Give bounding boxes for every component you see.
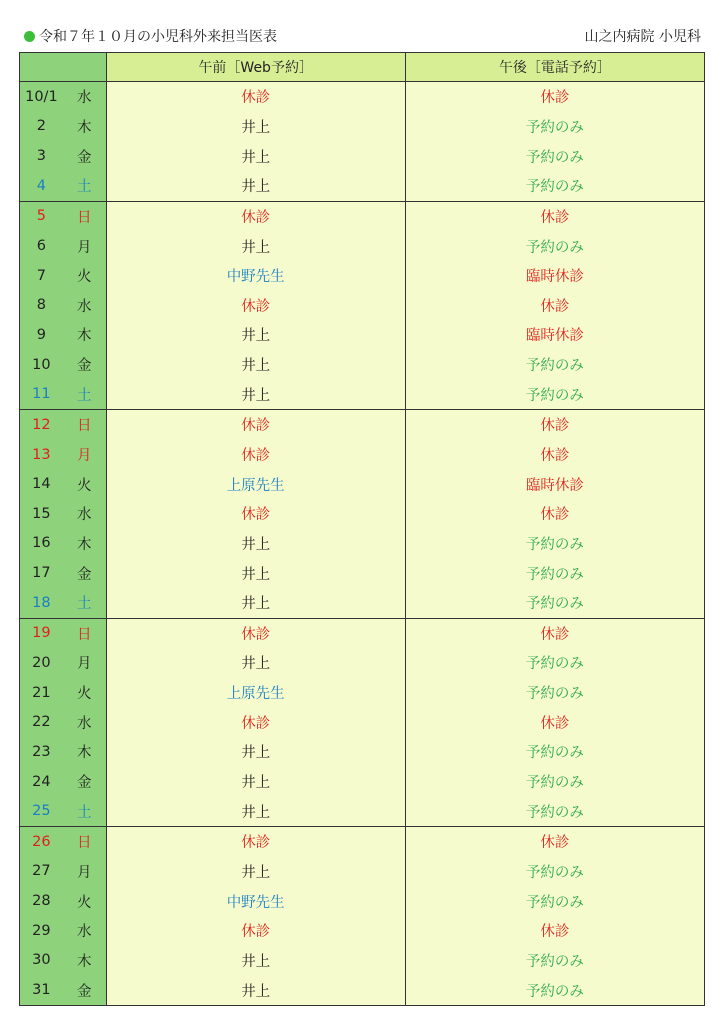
date-cell: 30: [20, 946, 63, 976]
weekday-cell: 金: [63, 141, 106, 171]
date-cell: 14: [20, 469, 63, 499]
table-row: [20, 707, 705, 737]
weekday-cell: 木: [63, 529, 106, 559]
am-cell: 休診: [106, 82, 405, 112]
table-row: [20, 440, 705, 470]
pm-cell: 予約のみ: [405, 350, 704, 380]
date-cell: 12: [20, 410, 63, 440]
table-row: [20, 827, 705, 857]
pm-cell: 予約のみ: [405, 588, 704, 618]
date-cell: 28: [20, 886, 63, 916]
table-row: [20, 112, 705, 142]
table-row: [20, 946, 705, 976]
table-row: [20, 201, 705, 231]
am-cell: 井上: [106, 796, 405, 826]
pm-cell: 休診: [405, 201, 704, 231]
am-cell: 上原先生: [106, 469, 405, 499]
pm-cell: 休診: [405, 82, 704, 112]
date-cell: 24: [20, 767, 63, 797]
weekday-cell: 土: [63, 588, 106, 618]
date-cell: 19: [20, 618, 63, 648]
weekday-cell: 火: [63, 469, 106, 499]
pm-cell: 予約のみ: [405, 171, 704, 201]
am-cell: 井上: [106, 112, 405, 142]
date-cell: 21: [20, 678, 63, 708]
pm-cell: 予約のみ: [405, 678, 704, 708]
date-cell: 10: [20, 350, 63, 380]
table-row: [20, 261, 705, 291]
weekday-cell: 水: [63, 82, 106, 112]
weekday-cell: 木: [63, 737, 106, 767]
date-cell: 4: [20, 171, 63, 201]
am-cell: 井上: [106, 231, 405, 261]
pm-cell: 予約のみ: [405, 975, 704, 1005]
am-cell: 井上: [106, 350, 405, 380]
date-cell: 27: [20, 857, 63, 887]
page-title: 令和７年１０月の小児科外来担当医表: [39, 29, 277, 45]
am-cell: 休診: [106, 201, 405, 231]
table-row: [20, 529, 705, 559]
date-cell: 23: [20, 737, 63, 767]
table-row: [20, 558, 705, 588]
pm-cell: 予約のみ: [405, 558, 704, 588]
pm-cell: 休診: [405, 499, 704, 529]
am-cell: 休診: [106, 916, 405, 946]
header-am-cell: 午前［Web予約］: [106, 53, 405, 82]
weekday-cell: 日: [63, 410, 106, 440]
pm-cell: 休診: [405, 827, 704, 857]
table-header-row: [20, 53, 705, 82]
table-row: [20, 648, 705, 678]
pm-cell: 臨時休診: [405, 261, 704, 291]
table-row: [20, 82, 705, 112]
table-row: [20, 678, 705, 708]
table-row: [20, 410, 705, 440]
table-row: [20, 350, 705, 380]
weekday-cell: 木: [63, 112, 106, 142]
pm-cell: 予約のみ: [405, 737, 704, 767]
table-row: [20, 886, 705, 916]
am-cell: 休診: [106, 827, 405, 857]
weekday-cell: 水: [63, 707, 106, 737]
weekday-cell: 月: [63, 857, 106, 887]
pm-cell: 休診: [405, 290, 704, 320]
am-cell: 休診: [106, 290, 405, 320]
table-row: [20, 588, 705, 618]
am-cell: 休診: [106, 499, 405, 529]
am-cell: 休診: [106, 707, 405, 737]
date-cell: 17: [20, 558, 63, 588]
pm-cell: 予約のみ: [405, 767, 704, 797]
am-cell: 井上: [106, 320, 405, 350]
date-cell: 3: [20, 141, 63, 171]
pm-cell: 予約のみ: [405, 529, 704, 559]
table-row: [20, 767, 705, 797]
weekday-cell: 水: [63, 290, 106, 320]
weekday-cell: 土: [63, 171, 106, 201]
weekday-cell: 土: [63, 796, 106, 826]
weekday-cell: 月: [63, 648, 106, 678]
weekday-cell: 月: [63, 231, 106, 261]
pm-cell: 休診: [405, 440, 704, 470]
am-cell: 井上: [106, 975, 405, 1005]
date-cell: 11: [20, 379, 63, 409]
pm-cell: 予約のみ: [405, 648, 704, 678]
am-cell: 井上: [106, 588, 405, 618]
pm-cell: 予約のみ: [405, 112, 704, 142]
date-cell: 13: [20, 440, 63, 470]
date-cell: 7: [20, 261, 63, 291]
am-cell: 井上: [106, 558, 405, 588]
weekday-cell: 金: [63, 558, 106, 588]
weekday-cell: 日: [63, 827, 106, 857]
header-date-cell: [20, 53, 107, 82]
table-row: [20, 975, 705, 1005]
weekday-cell: 日: [63, 201, 106, 231]
date-cell: 8: [20, 290, 63, 320]
pm-cell: 予約のみ: [405, 141, 704, 171]
weekday-cell: 火: [63, 261, 106, 291]
date-cell: 16: [20, 529, 63, 559]
pm-cell: 予約のみ: [405, 946, 704, 976]
am-cell: 井上: [106, 529, 405, 559]
table-row: [20, 320, 705, 350]
date-cell: 9: [20, 320, 63, 350]
pm-cell: 予約のみ: [405, 857, 704, 887]
am-cell: 上原先生: [106, 678, 405, 708]
weekday-cell: 金: [63, 975, 106, 1005]
am-cell: 井上: [106, 857, 405, 887]
green-dot-icon: [24, 31, 35, 42]
table-row: [20, 141, 705, 171]
weekday-cell: 土: [63, 379, 106, 409]
date-cell: 18: [20, 588, 63, 618]
am-cell: 休診: [106, 618, 405, 648]
table-row: [20, 796, 705, 826]
weekday-cell: 水: [63, 499, 106, 529]
pm-cell: 休診: [405, 707, 704, 737]
weekday-cell: 水: [63, 916, 106, 946]
pm-cell: 予約のみ: [405, 231, 704, 261]
pm-cell: 休診: [405, 410, 704, 440]
table-row: [20, 231, 705, 261]
header-pm-cell: 午後［電話予約］: [405, 53, 704, 82]
weekday-cell: 金: [63, 767, 106, 797]
am-cell: 井上: [106, 946, 405, 976]
table-row: [20, 618, 705, 648]
weekday-cell: 火: [63, 678, 106, 708]
am-cell: 井上: [106, 767, 405, 797]
pm-cell: 臨時休診: [405, 469, 704, 499]
header-bar: [20, 28, 703, 48]
date-cell: 29: [20, 916, 63, 946]
date-cell: 22: [20, 707, 63, 737]
table-row: [20, 499, 705, 529]
schedule-table: [19, 52, 705, 1006]
weekday-cell: 日: [63, 618, 106, 648]
date-cell: 5: [20, 201, 63, 231]
pm-cell: 休診: [405, 618, 704, 648]
hospital-name: 山之内病院 小児科: [584, 29, 701, 45]
am-cell: 井上: [106, 379, 405, 409]
am-cell: 井上: [106, 141, 405, 171]
table-row: [20, 290, 705, 320]
weekday-cell: 月: [63, 440, 106, 470]
pm-cell: 予約のみ: [405, 886, 704, 916]
table-row: [20, 916, 705, 946]
table-row: [20, 379, 705, 409]
pm-cell: 臨時休診: [405, 320, 704, 350]
weekday-cell: 火: [63, 886, 106, 916]
date-cell: 25: [20, 796, 63, 826]
am-cell: 中野先生: [106, 261, 405, 291]
am-cell: 休診: [106, 440, 405, 470]
am-cell: 井上: [106, 171, 405, 201]
table-row: [20, 857, 705, 887]
date-cell: 15: [20, 499, 63, 529]
weekday-cell: 木: [63, 946, 106, 976]
pm-cell: 休診: [405, 916, 704, 946]
pm-cell: 予約のみ: [405, 796, 704, 826]
table-row: [20, 171, 705, 201]
table-row: [20, 469, 705, 499]
pm-cell: 予約のみ: [405, 379, 704, 409]
weekday-cell: 木: [63, 320, 106, 350]
am-cell: 井上: [106, 648, 405, 678]
weekday-cell: 金: [63, 350, 106, 380]
date-cell: 20: [20, 648, 63, 678]
date-cell: 2: [20, 112, 63, 142]
date-cell: 31: [20, 975, 63, 1005]
am-cell: 休診: [106, 410, 405, 440]
date-cell: 26: [20, 827, 63, 857]
table-row: [20, 737, 705, 767]
am-cell: 井上: [106, 737, 405, 767]
date-cell: 10/1: [20, 82, 63, 112]
date-cell: 6: [20, 231, 63, 261]
am-cell: 中野先生: [106, 886, 405, 916]
